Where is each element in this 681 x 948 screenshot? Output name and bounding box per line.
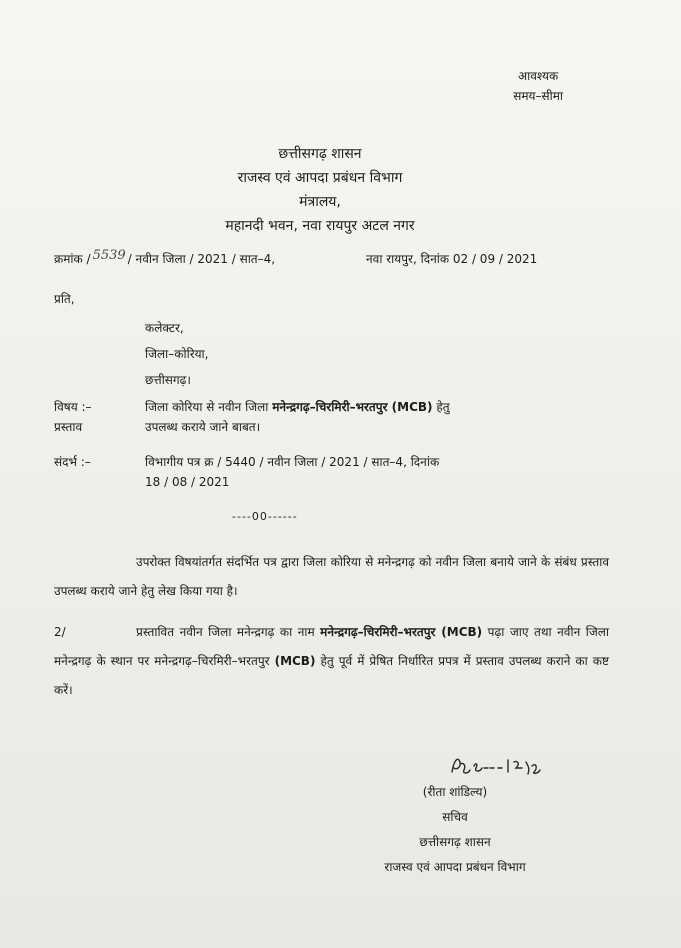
handwritten-number: 5539 (92, 248, 126, 263)
recipient-line-1: कलेक्टर, (145, 321, 184, 335)
subject-pre: जिला कोरिया से नवीन जिला (145, 400, 273, 414)
reference-prefix: क्रमांक / (54, 252, 91, 266)
separator: ----00------ (232, 510, 298, 523)
subject-text (145, 397, 450, 437)
letterhead-address: महानदी भवन, नवा रायपुर अटल नगर (225, 218, 415, 234)
signatory-name: (रीता शांडिल्य) (422, 785, 488, 799)
signatory-govt: छत्तीसगढ़ शासन (419, 835, 491, 849)
paragraph-2-pre: प्रस्तावित नवीन जिला मनेन्द्रगढ़ का नाम (136, 625, 321, 639)
letterhead (160, 142, 480, 238)
subject-label-2: प्रस्ताव (54, 420, 83, 434)
reference-label: संदर्भ :– (54, 455, 91, 469)
paragraph-2-number: 2/ (54, 625, 66, 639)
subject-line-1 (145, 397, 450, 417)
reference-letter-line-1: विभागीय पत्र क्र / 5440 / नवीन जिला / 2021 / सात–4, दिनांक (145, 455, 440, 469)
handwritten-signature (448, 752, 608, 778)
reference-suffix: / नवीन जिला / 2021 / सात–4, (127, 252, 276, 266)
recipient-address (145, 315, 208, 393)
letterhead-govt: छत्तीसगढ़ शासन (278, 146, 362, 162)
subject-label (54, 397, 92, 437)
subject-bold: मनेन्द्रगढ़–चिरमिरी–भरतपुर (MCB) (272, 400, 433, 414)
paragraph-2-bold-1: मनेन्द्रगढ़–चिरमिरी–भरतपुर (MCB) (320, 625, 483, 639)
reference-number (54, 250, 275, 267)
reference-letter-text (145, 452, 439, 492)
paragraph-1: उपरोक्त विषयांतर्गत संदर्भित पत्र द्वारा जिला कोरिया से मनेन्द्रगढ़ को नवीन जिला बनाये जाने के संबंध प्रस्ताव उपलब्ध कराये जाने हेतु लेख किया गया है। (54, 555, 609, 598)
paragraph-2-mid: पढ़ा जाए तथा नवीन जिला मनेन्द्रगढ़ के स्थान पर मनेन्द्रगढ़–चिरमिरी–भरतपुर (54, 625, 609, 668)
paragraph-2-post: हेतु पूर्व में प्रेषित निर्धारित प्रपत्र में प्रस्ताव उपलब्ध कराने का कष्ट करें। (54, 654, 609, 697)
signatory-designation: सचिव (442, 810, 468, 824)
letterhead-ministry: मंत्रालय, (299, 194, 341, 210)
letter-date: नवा रायपुर, दिनांक 02 / 09 / 2021 (366, 252, 538, 266)
paragraph-2 (54, 618, 609, 705)
subject-label-1: विषय :– (54, 400, 92, 414)
paragraph-2-bold-2: (MCB) (274, 654, 316, 668)
recipient-line-3: छत्तीसगढ़। (145, 373, 191, 387)
urgent-stamp (513, 66, 563, 106)
letterhead-dept: राजस्व एवं आपदा प्रबंधन विभाग (237, 170, 403, 186)
salutation-prati: प्रति, (54, 292, 75, 306)
reference-letter-line-2: 18 / 08 / 2021 (145, 475, 230, 489)
urgent-line-2: समय–सीमा (513, 89, 563, 103)
signatory-block (330, 780, 580, 880)
subject-post: हेतु (432, 400, 450, 414)
recipient-line-2: जिला–कोरिया, (145, 347, 209, 361)
subject-line-2: उपलब्ध कराये जाने बाबत। (145, 420, 261, 434)
signatory-dept: राजस्व एवं आपदा प्रबंधन विभाग (384, 860, 526, 874)
urgent-line-1: आवश्यक (518, 69, 559, 83)
